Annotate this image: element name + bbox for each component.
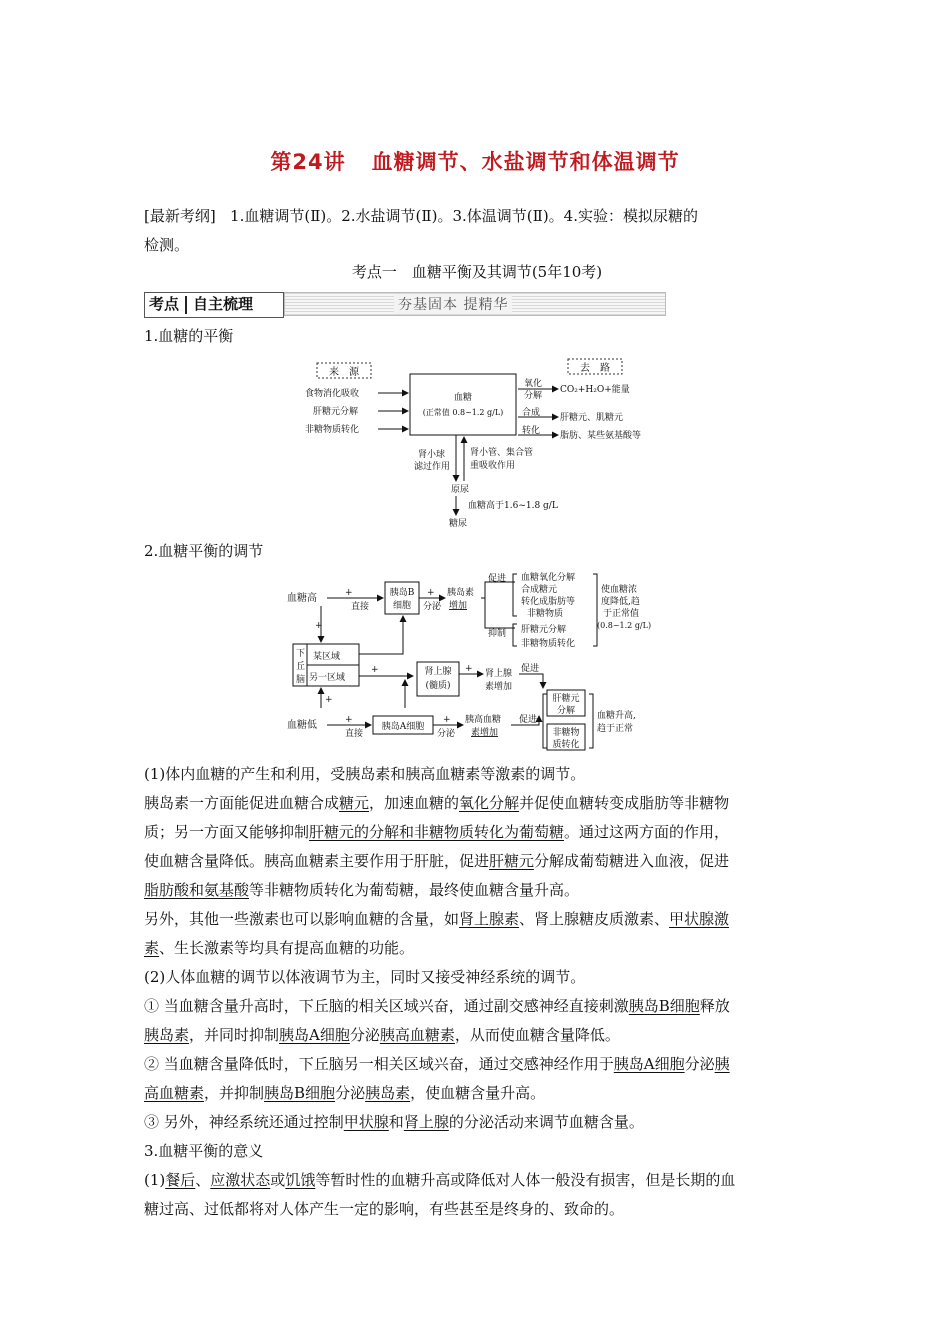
section-2-heading: 2.血糖平衡的调节	[144, 542, 264, 560]
effect-2: 合成糖元	[521, 585, 558, 595]
plus-6: +	[325, 695, 333, 705]
section-banner	[144, 292, 526, 316]
para-10: 胰岛素，并同时抑制胰岛A细胞分泌胰高血糖素，从而使血糖含量降低。	[144, 1026, 620, 1044]
plus-1: +	[345, 588, 353, 598]
syllabus-label: [最新考纲]	[144, 207, 216, 225]
source-label: 来 源	[329, 367, 359, 378]
result2-1: 血糖升高,	[597, 711, 636, 721]
section-3-heading: 3.血糖平衡的意义	[144, 1142, 264, 1160]
effect-3: 转化成脂肪等	[521, 597, 576, 607]
para-7: 素、生长激素等均具有提高血糖的功能。	[144, 939, 415, 957]
hypo-2: 丘	[296, 662, 306, 672]
promote-3: 促进	[519, 715, 538, 725]
result1-1: 使血糖浓	[601, 585, 638, 595]
para-4: 使血糖含量降低。胰高血糖素主要作用于肝脏，促进肝糖元分解成葡萄糖进入血液，促进	[144, 852, 730, 870]
body-text	[144, 760, 810, 1224]
direct-1: 直接	[351, 602, 370, 612]
promote-2: 促进	[521, 664, 540, 674]
b-cell-1: 胰岛B	[389, 588, 415, 598]
blood-sugar-regulation-diagram	[285, 570, 670, 755]
adrenal-2: (髓质)	[425, 681, 451, 691]
page-title	[0, 146, 950, 176]
primary-urine: 原尿	[450, 485, 470, 495]
result1-2: 度降低,趋	[601, 597, 640, 607]
blood-sugar-balance-diagram	[300, 355, 660, 530]
inhibit-1: 抑制	[488, 629, 507, 639]
inhibit-item-1: 肝糖元分解	[521, 625, 567, 635]
kidney-2: 滤过作用	[414, 462, 451, 472]
plus-7: +	[345, 715, 353, 725]
banner-tag-1: 考点	[149, 295, 180, 313]
dest-1: CO₂+H₂O+能量	[560, 385, 630, 395]
para-3: 质；另一方面又能够抑制肝糖元的分解和非糖物质转化为葡萄糖。通过这两方面的作用，	[144, 823, 730, 841]
banner-slogan: 夯基固本 提精华	[394, 294, 512, 314]
route-synthesize: 合成	[522, 408, 541, 418]
kaodian-heading: 考点一 血糖平衡及其调节(5年10考)	[351, 263, 603, 281]
para-5: 脂肪酸和氨基酸等非糖物质转化为葡萄糖，最终使血糖含量升高。	[144, 881, 580, 899]
tubule-1: 肾小管、集合管	[470, 448, 534, 458]
para-12: 高血糖素，并抑制胰岛B细胞分泌胰岛素，使血糖含量升高。	[144, 1084, 546, 1102]
source-1: 食物消化吸收	[305, 389, 360, 399]
para-14: (1)餐后、应激状态或饥饿等暂时性的血糖升高或降低对人体一般没有损害，但是长期的血	[144, 1171, 736, 1189]
syllabus	[144, 202, 810, 260]
result1-4: (0.8~1.2 g/L)	[597, 621, 652, 630]
threshold: 血糖高于1.6~1.8 g/L	[468, 501, 558, 511]
route-transform: 转化	[522, 426, 541, 436]
adrenaline-2: 素增加	[485, 682, 513, 692]
kidney-1: 肾小球	[418, 450, 446, 460]
plus-2: +	[427, 588, 435, 598]
dest-label: 去 路	[580, 363, 610, 374]
a-cell: 胰岛A细胞	[381, 722, 425, 732]
para-8: (2)人体血糖的调节以体液调节为主，同时又接受神经系统的调节。	[144, 968, 586, 986]
syllabus-text: 1.血糖调节(Ⅱ)。2.水盐调节(Ⅱ)。3.体温调节(Ⅱ)。4.实验：模拟尿糖的	[230, 207, 698, 225]
adrenal-1: 肾上腺	[424, 667, 452, 677]
promote-1: 促进	[488, 574, 507, 584]
source-2: 肝糖元分解	[313, 407, 359, 417]
para-1: (1)体内血糖的产生和利用，受胰岛素和胰高血糖素等激素的调节。	[144, 765, 586, 783]
para-13: ③ 另外，神经系统还通过控制甲状腺和肾上腺的分泌活动来调节血糖含量。	[144, 1113, 644, 1131]
para-11: ② 当血糖含量降低时，下丘脑另一相关区域兴奋，通过交感神经作用于胰岛A细胞分泌胰	[144, 1055, 730, 1073]
dest-2: 肝糖元、肌糖元	[560, 413, 624, 423]
effect-1: 血糖氧化分解	[521, 573, 576, 583]
para-15: 糖过高、过低都将对人体产生一定的影响，有些甚至是终身的、致命的。	[144, 1200, 625, 1218]
result2-2: 趋于正常	[597, 724, 634, 734]
center-blood-sugar: 血糖	[453, 393, 473, 403]
section-1-heading: 1.血糖的平衡	[144, 327, 234, 345]
inhibit-item-2: 非糖物质转化	[521, 639, 576, 649]
route-decompose: 分解	[524, 391, 543, 401]
plus-8: +	[443, 715, 451, 725]
nonsugar-2: 质转化	[552, 740, 580, 750]
lecture-number: 第24讲	[270, 150, 346, 174]
banner-tag-2: 自主梳理	[193, 295, 254, 313]
liver-2: 分解	[556, 706, 576, 716]
para-9: ① 当血糖含量升高时，下丘脑的相关区域兴奋，通过副交感神经直接刺激胰岛B细胞释放	[144, 997, 730, 1015]
secrete-1: 分泌	[423, 602, 442, 612]
source-3: 非糖物质转化	[305, 425, 360, 435]
area-1: 某区域	[313, 652, 341, 662]
sugar-urine: 糖尿	[448, 519, 468, 529]
glucagon-1: 胰高血糖	[465, 715, 502, 725]
para-2: 胰岛素一方面能促进血糖合成糖元，加速血糖的氧化分解并促使血糖转变成脂肪等非糖物	[144, 794, 730, 812]
insulin-1: 胰岛素	[447, 588, 475, 598]
area-2: 另一区域	[309, 673, 346, 683]
hypo-3: 脑	[296, 675, 306, 685]
secrete-2: 分泌	[437, 729, 456, 739]
direct-2: 直接	[345, 729, 364, 739]
nonsugar-1: 非糖物	[552, 728, 580, 738]
plus-5: +	[465, 664, 473, 674]
hypo-1: 下	[296, 649, 306, 659]
effect-4: 非糖物质	[527, 609, 564, 619]
tubule-2: 重吸收作用	[470, 461, 516, 471]
syllabus-text-2: 检测。	[144, 236, 190, 254]
high-sugar: 血糖高	[287, 593, 317, 604]
insulin-2: 增加	[449, 601, 468, 611]
glucagon-2: 素增加	[471, 728, 499, 738]
para-6: 另外，其他一些激素也可以影响血糖的含量，如肾上腺素、肾上腺糖皮质激素、甲状腺激	[144, 910, 730, 928]
liver-1: 肝糖元	[552, 694, 580, 704]
dest-3: 脂肪、某些氨基酸等	[560, 431, 642, 441]
plus-4: +	[371, 665, 379, 675]
low-sugar: 血糖低	[287, 720, 317, 731]
route-oxidize: 氧化	[524, 379, 543, 389]
b-cell-2: 细胞	[392, 601, 412, 611]
plus-3: +	[315, 621, 323, 631]
lecture-topic: 血糖调节、水盐调节和体温调节	[371, 150, 680, 174]
adrenaline-1: 肾上腺	[485, 669, 513, 679]
result1-3: 于正常值	[603, 609, 640, 619]
center-normal-value: (正常值 0.8~1.2 g/L)	[422, 408, 504, 417]
banner-tag	[144, 292, 284, 318]
